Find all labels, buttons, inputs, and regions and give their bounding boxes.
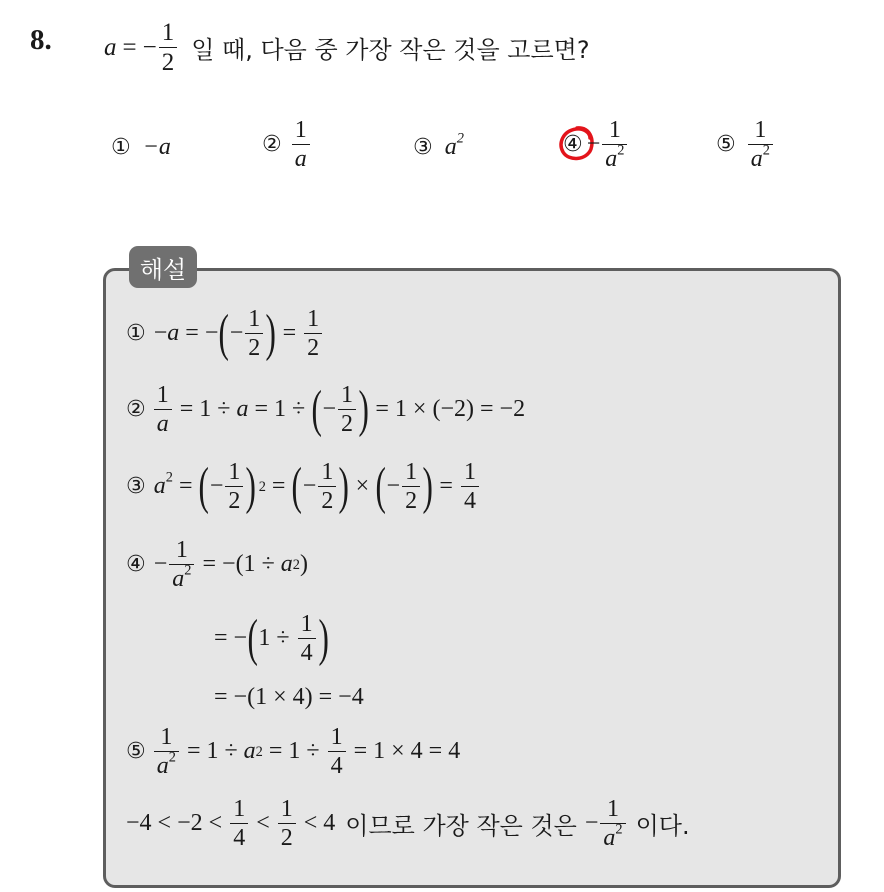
option-4[interactable]: ④ − $\frac{1}{a^2}$ [563,118,629,171]
stem-eq: = [122,33,137,61]
solution-conclusion: −4 < −2 < $\frac{1}{4}$ < $\frac{1}{2}$ < 4 이므로 가장 작은 것은 − $\frac{1}{a^2}$ 이다. [126,796,690,851]
solution-line-4a: ④ − $\frac{1}{a^2}$ = −(1 ÷ a 2 ) [126,537,308,592]
solution-line-3: ③ $a^2$ = ( − $\frac{1}{2}$ ) 2 = ( − $\frac{1}{2}$ ) × ( − $\frac{1}{2}$ ) = $\frac{1}{4}$ [126,460,481,513]
option-1[interactable]: ① −a [111,134,171,160]
question-number: 8. [30,24,52,56]
option-2[interactable]: ② $\frac{1}{a}$ [262,118,312,171]
option-2-fraction: $\frac{1}{a}$ [292,118,310,171]
solution-line-4c: = −(1 × 4) = −4 [214,684,364,710]
solution-line-2: ② $\frac{1}{a}$ = 1 ÷ a = 1 ÷ ( − $\frac{1}{2}$ ) = 1 × (−2) = −2 [126,380,526,438]
solution-tag: 해설 [129,246,197,288]
option-5[interactable]: ⑤ $\frac{1}{a^2}$ [716,118,775,171]
solution-line-1: ① −a = − ( − $\frac{1}{2}$ ) = $\frac{1}{2}$ [126,307,324,360]
question-stem [104,20,590,75]
option-5-fraction: $\frac{1}{a^2}$ [748,118,773,171]
solution-line-5: ⑤ $\frac{1}{a^2}$ = 1 ÷ a 2 = 1 ÷ $\frac{1}{4}$ = 1 × 4 = 4 [126,724,461,779]
stem-var: a [104,33,117,61]
option-3[interactable]: ③ $a^2$ [413,130,464,160]
option-4-fraction: $\frac{1}{a^2}$ [602,118,627,171]
stem-neg: − [142,33,157,61]
stem-text: 일 때, 다음 중 가장 작은 것을 고르면? [191,36,590,64]
stem-fraction: $\frac{1}{2}$ [159,20,178,75]
solution-line-4b: = − ( 1 ÷ $\frac{1}{4}$ ) [214,609,329,667]
